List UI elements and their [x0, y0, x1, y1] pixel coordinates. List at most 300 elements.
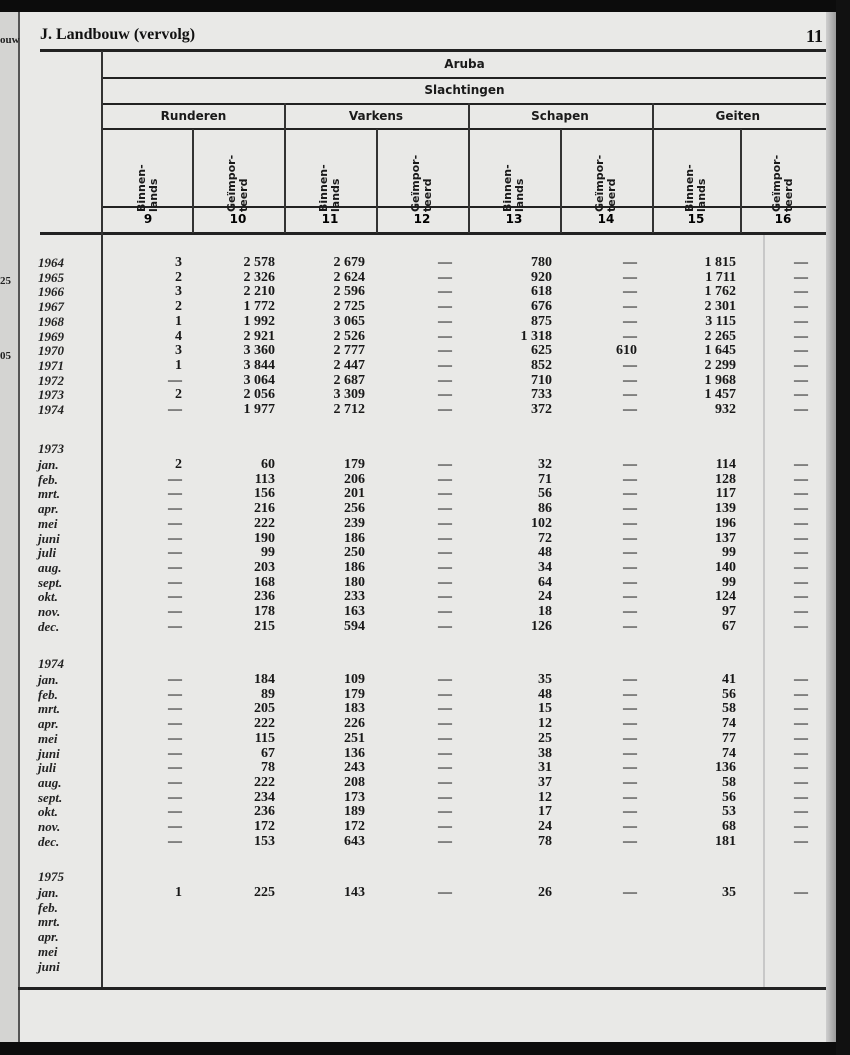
table-cell-col-10: 1 772: [243, 299, 275, 315]
table-cell-col-10: 205: [254, 701, 275, 717]
table-cell-col-13: 15: [538, 701, 552, 717]
table-cell-col-16: —: [794, 574, 808, 590]
table-cell-col-11: 2 679: [333, 255, 365, 270]
table-cell-col-16: —: [794, 745, 808, 761]
row-label: 1965: [38, 269, 64, 285]
table-cell-col-15: 1 968: [704, 372, 736, 388]
table-cell-col-14: —: [623, 604, 637, 619]
table-cell-col-10: 153: [254, 833, 275, 849]
table-cell-col-14: —: [623, 760, 637, 776]
row-label: mei: [38, 943, 58, 959]
subcolumn-heading: Binnen- lands: [683, 164, 708, 212]
row-label: mei: [38, 515, 58, 531]
table-cell-col-11: 201: [344, 486, 365, 502]
table-cell-col-16: —: [794, 686, 808, 702]
table-cell-col-11: 256: [344, 501, 365, 517]
row-label: juli: [38, 545, 57, 561]
table-cell-col-14: —: [623, 486, 637, 502]
table-cell-col-16: —: [794, 701, 808, 717]
table-cell-col-13: 780: [531, 255, 552, 270]
table-cell-col-14: —: [623, 672, 637, 687]
table-cell-col-15: 1 762: [704, 284, 736, 300]
row-label: mei: [38, 730, 58, 746]
table-cell-col-13: 72: [538, 530, 552, 546]
table-cell-col-13: 17: [538, 804, 552, 820]
table-cell-col-10: 225: [254, 885, 275, 900]
table-cell-col-13: 24: [538, 819, 552, 834]
table-cell-col-12: —: [438, 819, 452, 834]
table-cell-col-12: —: [438, 804, 452, 820]
table-cell-col-9: 2: [175, 457, 182, 472]
table-cell-col-13: 372: [531, 402, 552, 417]
table-cell-col-15: 58: [722, 774, 736, 790]
row-label: apr.: [38, 716, 59, 732]
row-label: juni: [38, 745, 60, 761]
table-bottom-rule: [18, 987, 826, 990]
table-cell-col-10: 1 977: [243, 402, 275, 417]
table-cell-col-11: 2 687: [333, 372, 365, 388]
table-cell-col-13: 35: [538, 672, 552, 687]
table-cell-col-13: 71: [538, 471, 552, 487]
table-cell-col-13: 875: [531, 313, 552, 329]
table-cell-col-10: 2 056: [243, 387, 275, 403]
group-runderen: Runderen: [160, 109, 227, 123]
table-cell-col-9: —: [168, 716, 182, 732]
table-cell-col-10: 222: [254, 515, 275, 531]
table-cell-col-13: 37: [538, 774, 552, 790]
table-cell-col-14: —: [623, 804, 637, 820]
table-cell-col-9: 2: [175, 299, 182, 315]
table-cell-col-14: —: [623, 819, 637, 834]
table-cell-col-12: —: [438, 343, 452, 359]
column-number: 14: [597, 212, 615, 226]
row-label: feb.: [38, 471, 58, 487]
table-cell-col-12: —: [438, 328, 452, 344]
table-cell-col-11: 173: [344, 789, 365, 805]
page-number: 11: [806, 26, 824, 46]
table-cell-col-11: 136: [344, 745, 365, 761]
table-cell-col-9: —: [168, 701, 182, 717]
table-cell-col-14: —: [623, 284, 637, 300]
table-cell-col-16: —: [794, 530, 808, 546]
table-cell-col-16: —: [794, 284, 808, 300]
row-label: mrt.: [38, 701, 61, 717]
table-cell-col-13: 31: [538, 760, 552, 776]
column-number: 15: [687, 212, 705, 226]
table-cell-col-12: —: [438, 486, 452, 502]
table-cell-col-15: 77: [722, 730, 736, 746]
topic-heading: Slachtingen: [424, 83, 505, 97]
table-cell-col-16: —: [794, 402, 808, 417]
table-cell-col-9: 1: [175, 885, 182, 900]
table-cell-col-16: —: [794, 471, 808, 487]
table-cell-col-16: —: [794, 372, 808, 388]
table-cell-col-16: —: [794, 716, 808, 732]
table-cell-col-16: —: [794, 387, 808, 403]
header-bottom-rule: [40, 232, 826, 235]
table-cell-col-13: 852: [531, 357, 552, 373]
row-label: nov.: [38, 604, 61, 619]
table-cell-col-13: 64: [538, 574, 552, 590]
table-cell-col-13: 78: [538, 833, 552, 849]
table-cell-col-11: 2 596: [333, 284, 365, 300]
table-cell-col-15: 97: [722, 604, 736, 619]
table-cell-col-15: 74: [722, 716, 736, 732]
table-cell-col-14: —: [623, 357, 637, 373]
table-cell-col-16: —: [794, 789, 808, 805]
scan-border: [836, 0, 850, 1055]
subcolumn-heading: Geïmpor- teerd: [225, 154, 250, 212]
table-cell-col-10: 113: [254, 471, 275, 487]
table-cell-col-16: —: [794, 760, 808, 776]
table-cell-col-15: 56: [722, 686, 736, 702]
row-label: jan.: [38, 457, 59, 472]
row-label: dec.: [38, 618, 60, 634]
rule: [103, 103, 826, 105]
table-cell-col-14: —: [623, 372, 637, 388]
table-cell-col-9: —: [168, 618, 182, 634]
table-cell-col-9: 1: [175, 357, 182, 373]
row-label: aug.: [38, 559, 62, 575]
table-cell-col-16: —: [794, 343, 808, 359]
table-cell-col-15: 99: [722, 545, 736, 561]
table-cell-col-13: 12: [538, 789, 552, 805]
column-number: 11: [321, 212, 339, 226]
period-heading: 1975: [38, 869, 64, 884]
stub-divider: [101, 51, 103, 987]
table-cell-col-10: 67: [261, 745, 275, 761]
col-divider: [740, 129, 742, 233]
row-label: 1972: [38, 372, 64, 388]
table-cell-col-15: 1 457: [704, 387, 736, 403]
table-cell-col-9: 4: [175, 328, 182, 344]
table-cell-col-16: —: [794, 804, 808, 820]
row-label: nov.: [38, 819, 61, 834]
row-label: mrt.: [38, 914, 61, 930]
table-cell-col-13: 26: [538, 885, 552, 900]
rule: [103, 128, 826, 130]
row-label: jan.: [38, 672, 59, 687]
table-cell-col-12: —: [438, 833, 452, 849]
table-cell-col-12: —: [438, 545, 452, 561]
column-number: 16: [774, 212, 792, 226]
table-cell-col-14: —: [623, 515, 637, 531]
table-cell-col-14: —: [623, 255, 637, 270]
table-cell-col-16: —: [794, 328, 808, 344]
table-cell-col-15: 140: [715, 559, 736, 575]
table-cell-col-15: 136: [715, 760, 736, 776]
table-cell-col-14: —: [623, 471, 637, 487]
table-cell-col-10: 234: [254, 789, 275, 805]
table-cell-col-9: —: [168, 559, 182, 575]
region-heading: Aruba: [444, 57, 485, 71]
row-label: sept.: [38, 574, 63, 590]
table-cell-col-16: —: [794, 269, 808, 285]
table-cell-col-14: —: [623, 833, 637, 849]
table-cell-col-9: 1: [175, 313, 182, 329]
table-cell-col-15: 117: [715, 486, 736, 502]
table-cell-col-12: —: [438, 730, 452, 746]
subcolumn-heading: Binnen- lands: [317, 164, 342, 212]
table-cell-col-14: —: [623, 457, 637, 472]
table-cell-col-14: —: [623, 313, 637, 329]
table-cell-col-16: —: [794, 833, 808, 849]
row-label: juni: [38, 530, 60, 546]
row-label: 1966: [38, 284, 64, 300]
row-label: juni: [38, 958, 60, 974]
table-cell-col-14: —: [623, 269, 637, 285]
table-cell-col-9: —: [168, 789, 182, 805]
margin-mark: 25: [0, 275, 11, 287]
table-cell-col-16: —: [794, 299, 808, 315]
row-label: 1969: [38, 328, 64, 344]
table-cell-col-12: —: [438, 269, 452, 285]
table-cell-col-14: —: [623, 774, 637, 790]
table-cell-col-13: 38: [538, 745, 552, 761]
period-heading: 1973: [38, 441, 64, 456]
table-cell-col-12: —: [438, 372, 452, 388]
table-cell-col-15: 41: [722, 672, 736, 687]
row-label: 1968: [38, 313, 64, 329]
table-cell-col-15: 181: [715, 833, 736, 849]
table-cell-col-15: 99: [722, 574, 736, 590]
table-cell-col-15: 2 299: [704, 357, 736, 373]
table-cell-col-14: —: [623, 501, 637, 517]
table-cell-col-14: —: [623, 387, 637, 403]
table-cell-col-10: 168: [254, 574, 275, 590]
table-cell-col-15: 58: [722, 701, 736, 717]
table-cell-col-13: 710: [531, 372, 552, 388]
table-cell-col-11: 251: [344, 730, 365, 746]
table-cell-col-14: —: [623, 745, 637, 761]
group-geiten: [652, 109, 826, 123]
table-cell-col-13: 618: [531, 284, 552, 300]
table-cell-col-9: —: [168, 545, 182, 561]
table-cell-col-12: —: [438, 701, 452, 717]
table-cell-col-12: —: [438, 672, 452, 687]
table-cell-col-15: 35: [722, 885, 736, 900]
table-cell-col-13: 676: [531, 299, 552, 315]
table-cell-col-12: —: [438, 559, 452, 575]
column-number: 12: [413, 212, 431, 226]
table-cell-col-16: —: [794, 515, 808, 531]
row-label: sept.: [38, 789, 63, 805]
table-cell-col-16: —: [794, 819, 808, 834]
table-cell-col-15: 67: [722, 618, 736, 634]
table-cell-col-14: 610: [616, 343, 637, 359]
table-cell-col-9: 3: [175, 343, 182, 359]
table-cell-col-15: 56: [722, 789, 736, 805]
table-cell-col-10: 222: [254, 774, 275, 790]
table-cell-col-13: 25: [538, 730, 552, 746]
table-cell-col-14: —: [623, 701, 637, 717]
table-cell-col-13: 86: [538, 501, 552, 517]
table-cell-col-14: —: [623, 789, 637, 805]
table-cell-col-11: 2 725: [333, 299, 365, 315]
table-cell-col-12: —: [438, 716, 452, 732]
table-cell-col-14: —: [623, 730, 637, 746]
table-cell-col-10: 2 921: [243, 328, 275, 344]
table-cell-col-11: 2 624: [333, 269, 365, 285]
col-divider: [376, 129, 378, 233]
table-cell-col-9: —: [168, 515, 182, 531]
row-label: juli: [38, 760, 57, 776]
row-label: okt.: [38, 804, 58, 820]
table-cell-col-12: —: [438, 501, 452, 517]
table-cell-col-9: —: [168, 819, 182, 834]
table-cell-col-15: 137: [715, 530, 736, 546]
table-cell-col-9: —: [168, 574, 182, 590]
table-cell-col-9: —: [168, 589, 182, 605]
table-cell-col-10: 3 844: [243, 357, 275, 373]
table-cell-col-12: —: [438, 774, 452, 790]
table-cell-col-11: 243: [344, 760, 365, 776]
table-cell-col-10: 60: [261, 457, 275, 472]
table-cell-col-15: 74: [722, 745, 736, 761]
table-cell-col-16: —: [794, 559, 808, 575]
table-cell-col-11: 3 065: [333, 313, 365, 329]
table-cell-col-13: 1 318: [520, 328, 552, 344]
table-cell-col-10: 3 064: [243, 372, 275, 388]
table-cell-col-16: —: [794, 545, 808, 561]
table-cell-col-10: 203: [254, 559, 275, 575]
column-number: 10: [229, 212, 247, 226]
table-cell-col-9: —: [168, 604, 182, 619]
table-cell-col-11: 233: [344, 589, 365, 605]
table-cell-col-11: 2 777: [333, 343, 365, 359]
row-label: apr.: [38, 929, 59, 945]
subcolumn-heading: Binnen- lands: [135, 164, 160, 212]
table-cell-col-16: —: [794, 357, 808, 373]
row-label: dec.: [38, 833, 60, 849]
table-cell-col-9: —: [168, 745, 182, 761]
table-cell-col-14: —: [623, 716, 637, 732]
row-label: okt.: [38, 589, 58, 605]
table-cell-col-11: 186: [344, 559, 365, 575]
table-cell-col-12: —: [438, 471, 452, 487]
col-divider: [192, 129, 194, 233]
table-cell-col-15: 2 301: [704, 299, 736, 315]
table-cell-col-10: 1 992: [243, 313, 275, 329]
table-cell-col-11: 189: [344, 804, 365, 820]
table-cell-col-10: 2 578: [243, 255, 275, 270]
table-cell-col-14: —: [623, 589, 637, 605]
table-cell-col-13: 126: [531, 618, 552, 634]
table-cell-col-14: —: [623, 328, 637, 344]
table-cell-col-10: 172: [254, 819, 275, 834]
table-cell-col-13: 32: [538, 457, 552, 472]
table-cell-col-12: —: [438, 299, 452, 315]
table-cell-col-10: 2 210: [243, 284, 275, 300]
table-cell-col-11: 239: [344, 515, 365, 531]
table-cell-col-10: 99: [261, 545, 275, 561]
previous-page-edge: [0, 12, 20, 1042]
table-cell-col-11: 179: [344, 686, 365, 702]
column-number: 13: [505, 212, 523, 226]
table-cell-col-12: —: [438, 618, 452, 634]
table-cell-col-11: 2 526: [333, 328, 365, 344]
table-cell-col-15: 68: [722, 819, 736, 834]
table-cell-col-10: 222: [254, 716, 275, 732]
table-cell-col-16: —: [794, 730, 808, 746]
margin-mark: 05: [0, 350, 11, 362]
table-cell-col-15: 124: [715, 589, 736, 605]
table-cell-col-12: —: [438, 255, 452, 270]
table-cell-col-10: 2 326: [243, 269, 275, 285]
table-cell-col-10: 115: [254, 730, 275, 746]
row-label: 1971: [38, 357, 64, 373]
table-cell-col-15: 1 815: [704, 255, 736, 270]
table-cell-col-12: —: [438, 357, 452, 373]
table-cell-col-10: 78: [261, 760, 275, 776]
table-cell-col-9: —: [168, 686, 182, 702]
table-cell-col-16: —: [794, 589, 808, 605]
table-cell-col-9: —: [168, 833, 182, 849]
table-cell-col-13: 12: [538, 716, 552, 732]
table-cell-col-9: 3: [175, 255, 182, 270]
table-cell-col-16: —: [794, 255, 808, 270]
group-schapen: Schapen: [531, 109, 589, 123]
table-cell-col-16: —: [794, 885, 808, 900]
row-label: 1973: [38, 387, 64, 403]
table-cell-col-10: 190: [254, 530, 275, 546]
table-cell-col-9: —: [168, 774, 182, 790]
subcolumn-heading: Geïmpor- teerd: [770, 154, 795, 212]
table-cell-col-13: 920: [531, 269, 552, 285]
table-cell-col-15: 3 115: [705, 313, 736, 329]
table-cell-col-12: —: [438, 402, 452, 417]
table-cell-col-16: —: [794, 604, 808, 619]
table-cell-col-10: 215: [254, 618, 275, 634]
rule: [103, 206, 826, 208]
table-cell-col-13: 24: [538, 589, 552, 605]
table-cell-col-12: —: [438, 457, 452, 472]
table-cell-col-12: —: [438, 589, 452, 605]
table-cell-col-9: —: [168, 501, 182, 517]
table-cell-col-9: —: [168, 672, 182, 687]
table-cell-col-12: —: [438, 574, 452, 590]
table-cell-col-13: 48: [538, 545, 552, 561]
table-cell-col-11: 163: [344, 604, 365, 619]
table-cell-col-14: —: [623, 885, 637, 900]
table-cell-col-15: 139: [715, 501, 736, 517]
column-number: 9: [143, 212, 153, 226]
table-cell-col-10: 89: [261, 686, 275, 702]
row-label: 1967: [38, 299, 64, 315]
table-cell-col-9: —: [168, 804, 182, 820]
row-label: feb.: [38, 899, 58, 915]
table-cell-col-11: 143: [344, 885, 365, 900]
row-label: feb.: [38, 686, 58, 702]
table-cell-col-9: 2: [175, 269, 182, 285]
table-cell-col-11: 186: [344, 530, 365, 546]
subcolumn-heading: Geïmpor- teerd: [409, 154, 434, 212]
table-cell-col-16: —: [794, 774, 808, 790]
table-cell-col-10: 156: [254, 486, 275, 502]
table-cell-col-13: 34: [538, 559, 552, 575]
row-label: mrt.: [38, 486, 61, 502]
table-cell-col-12: —: [438, 387, 452, 403]
table-cell-col-16: —: [794, 501, 808, 517]
table-cell-col-11: 2 447: [333, 357, 365, 373]
table-cell-col-9: —: [168, 486, 182, 502]
table-cell-col-13: 733: [531, 387, 552, 403]
table-cell-col-12: —: [438, 686, 452, 702]
table-cell-col-14: —: [623, 574, 637, 590]
group-geiten-label: Geiten: [715, 109, 760, 123]
table-cell-col-11: 179: [344, 457, 365, 472]
table-cell-col-14: —: [623, 299, 637, 315]
